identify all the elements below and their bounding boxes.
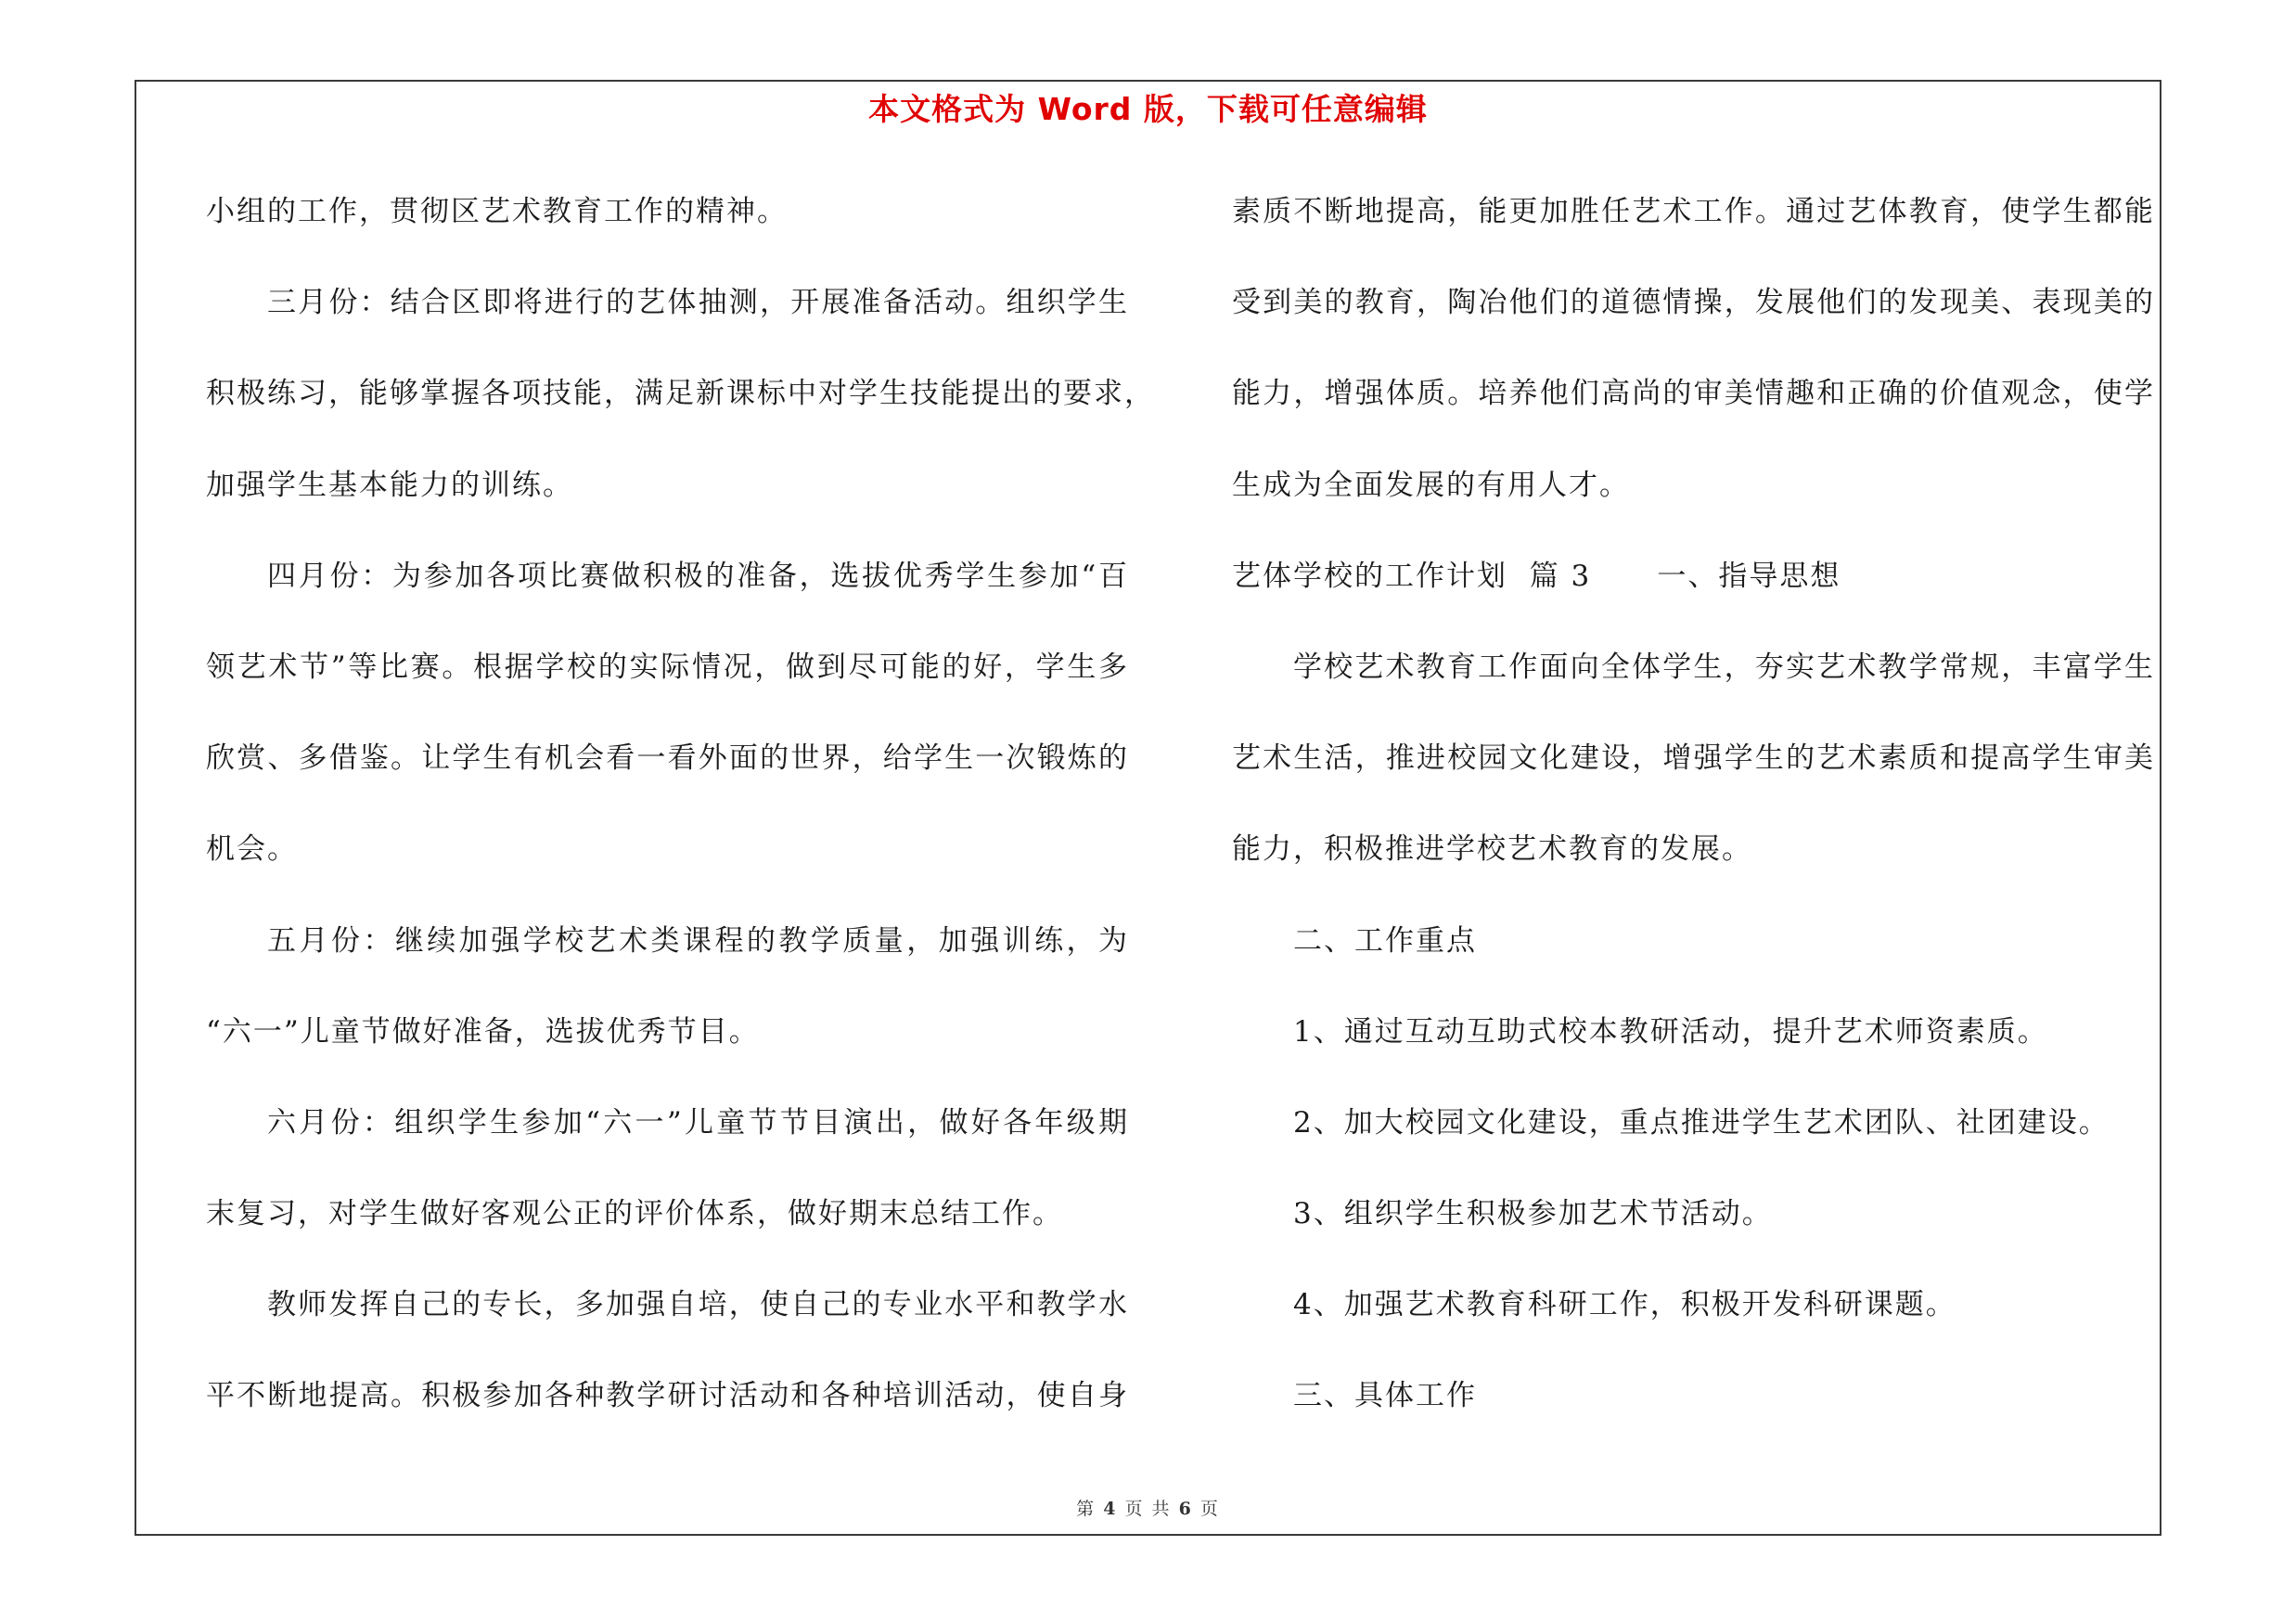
paragraph-line: 受到美的教育，陶冶他们的道德情操，发展他们的发现美、表现美的	[1232, 286, 2155, 320]
list-item: 3、组织学生积极参加艺术节活动。	[1293, 1197, 1773, 1231]
paragraph-line: 四月份：为参加各项比赛做积极的准备，选拔优秀学生参加“百	[267, 559, 1129, 593]
paragraph-line: 末复习，对学生做好客观公正的评价体系，做好期末总结工作。	[206, 1197, 1063, 1231]
paragraph-line: 艺术生活，推进校园文化建设，增强学生的艺术素质和提高学生审美	[1232, 741, 2155, 776]
section-heading: 三、具体工作	[1293, 1379, 1477, 1413]
total-pages: 6	[1178, 1499, 1193, 1519]
paragraph-line: 欣赏、多借鉴。让学生有机会看一看外面的世界，给学生一次锻炼的	[206, 741, 1129, 776]
paragraph-line: 五月份：继续加强学校艺术类课程的教学质量，加强训练，为	[267, 923, 1129, 958]
list-item: 1、通过互动互助式校本教研活动，提升艺术师资素质。	[1293, 1014, 2048, 1049]
section-heading: 艺体学校的工作计划 篇 3 一、指导思想	[1232, 559, 1841, 593]
paragraph-line: 教师发挥自己的专长，多加强自培，使自己的专业水平和教学水	[267, 1288, 1129, 1322]
paragraph-line: 小组的工作，贯彻区艺术教育工作的精神。	[206, 195, 788, 228]
paragraph-line: “六一”儿童节做好准备，选拔优秀节目。	[206, 1014, 760, 1049]
page-number-suffix: 页	[1199, 1499, 1220, 1519]
paragraph-line: 机会。	[206, 832, 298, 867]
paragraph-line: 能力，积极推进学校艺术教育的发展。	[1232, 832, 1752, 867]
paragraph-line: 六月份：组织学生参加“六一”儿童节节目演出，做好各年级期	[267, 1105, 1129, 1140]
left-column	[206, 184, 1155, 1460]
page-number-prefix: 第	[1076, 1499, 1097, 1519]
section-heading: 二、工作重点	[1293, 923, 1477, 958]
paragraph-line: 生成为全面发展的有用人才。	[1232, 468, 1630, 502]
paragraph-line: 积极练习，能够掌握各项技能，满足新课标中对学生技能提出的要求，	[206, 377, 1155, 411]
current-page: 4	[1103, 1499, 1118, 1519]
paragraph-line: 素质不断地提高，能更加胜任艺术工作。通过艺体教育，使学生都能	[1232, 195, 2155, 228]
paragraph-line: 学校艺术教育工作面向全体学生，夯实艺术教学常规，丰富学生	[1293, 650, 2155, 684]
list-item: 4、加强艺术教育科研工作，积极开发科研课题。	[1293, 1288, 1956, 1322]
paragraph-line: 领艺术节”等比赛。根据学校的实际情况，做到尽可能的好，学生多	[206, 650, 1129, 684]
paragraph-line: 能力，增强体质。培养他们高尚的审美情趣和正确的价值观念，使学	[1232, 377, 2155, 411]
right-column	[1232, 184, 2155, 1460]
page-number-middle: 页 共	[1124, 1499, 1172, 1519]
edit-notice-banner: 本文格式为 Word 版，下载可任意编辑	[868, 91, 1428, 127]
list-item: 2、加大校园文化建设，重点推进学生艺术团队、社团建设。	[1293, 1105, 2110, 1140]
paragraph-line: 三月份：结合区即将进行的艺体抽测，开展准备活动。组织学生	[267, 286, 1129, 320]
paragraph-line: 加强学生基本能力的训练。	[206, 468, 573, 502]
paragraph-line: 平不断地提高。积极参加各种教学研讨活动和各种培训活动，使自身	[206, 1379, 1129, 1413]
page-number	[0, 1495, 2296, 1520]
